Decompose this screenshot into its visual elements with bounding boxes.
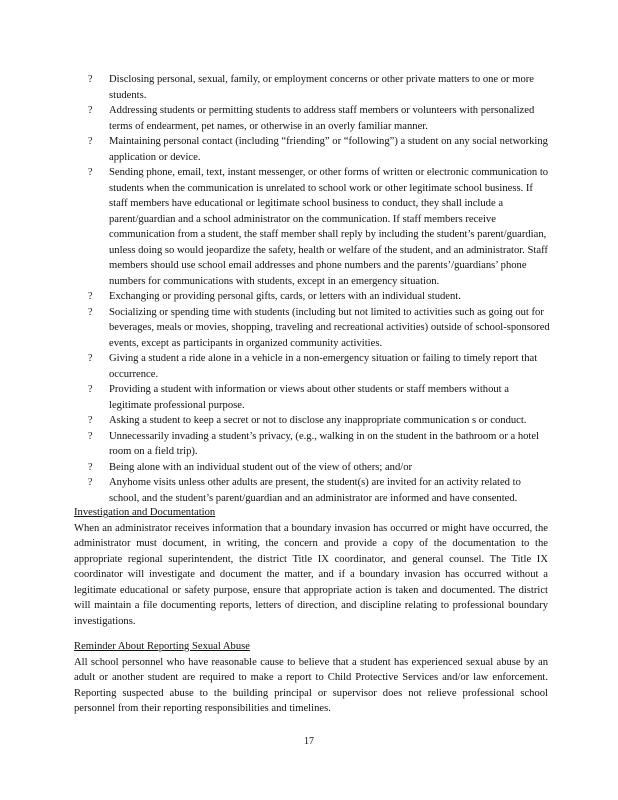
list-item [88, 351, 550, 382]
bullet-marker: ? [88, 461, 93, 473]
investigation-section [74, 505, 548, 629]
bullet-marker: ? [88, 353, 93, 364]
list-item-text: Disclosing personal, sexual, family, or employment concerns or other private matters to one or more students. [109, 74, 535, 101]
bullet-marker: ? [88, 306, 93, 318]
list-item [88, 103, 550, 134]
page-number: 17 [304, 736, 314, 747]
list-item-text: Maintaining personal contact (including “friending” or “following”) a student on any social networking application or device. [109, 136, 548, 163]
bullet-marker: ? [88, 167, 93, 178]
list-item-text: Unnecessarily invading a student’s privacy, (e.g., walking in on the student in the bathroom or a hotel room on a field trip). [109, 430, 540, 457]
list-item-text: Anyhome visits unless other adults are present, the student(s) are invited for an activity related to school, and the student’s parent/guardian and an administrator are informed and have consented. [109, 477, 521, 504]
list-item-text: Being alone with an individual student out of the view of others; and/or [109, 461, 413, 473]
list-item [88, 72, 550, 103]
list-item [88, 305, 550, 352]
bullet-marker: ? [88, 105, 93, 116]
reminder-section [74, 639, 548, 717]
list-item-text: Providing a student with information or views about other students or staff members without a legitimate professional purpose. [109, 384, 509, 411]
section-body: All school personnel who have reasonable cause to believe that a student has experienced sexual abuse by an adult or another student are required to make a report to Child Protective Services and/or law enforcement. Reporting suspected abuse to the building principal or supervisor does not relieve professional school personnel from their reporting responsibilities and timelines. [74, 656, 548, 714]
bullet-marker: ? [88, 430, 93, 442]
list-item [88, 165, 550, 289]
list-item-text: Giving a student a ride alone in a vehicle in a non-emergency situation or failing to timely report that occurrence. [109, 353, 538, 380]
list-item [88, 475, 550, 506]
list-item-text: Addressing students or permitting students to address staff members or volunteers with personalized terms of endearment, pet names, or otherwise in an overly familiar manner. [109, 105, 535, 132]
list-item-text: Socializing or spending time with students (including but not limited to activities such as going out for beverages, meals or movies, shopping, traveling and recreational activities) outside of school-sponsored events, except as participants in organized community activities. [109, 306, 550, 349]
section-body: When an administrator receives information that a boundary invasion has occurred or might have occurred, the administrator must document, in writing, the concern and provide a copy of the documentation to the appropriate regional superintendent, the district Title IX coordinator, and general counsel. The Title IX coordinator will investigate and document the matter, and if a boundary invasion has occurred without a legitimate educational or safety purpose, ensure that appropriate action is taken and documented. The district will maintain a file documenting reports, letters of direction, and discipline relating to professional boundary investigations. [74, 522, 548, 627]
bullet-marker: ? [88, 477, 93, 488]
section-heading: Reminder About Reporting Sexual Abuse [74, 641, 250, 652]
bullet-marker: ? [88, 415, 93, 426]
section-heading: Investigation and Documentation [74, 507, 216, 518]
bullet-marker: ? [88, 74, 93, 85]
bullet-marker: ? [88, 384, 93, 395]
bullet-marker: ? [88, 291, 93, 302]
list-item [88, 460, 550, 476]
list-item [88, 413, 550, 429]
list-item [88, 382, 550, 413]
list-item-text: Sending phone, email, text, instant messenger, or other forms of written or electronic communication to students when the communication is unrelated to school work or other legitimate school business. If staff members have educational or legitimate school business to conduct, they shall include a parent/guardian and a school administrator on the communication. If staff members receive communication from a student, the staff member shall reply by including the student’s parent/guardian, unless doing so would jeopardize the safety, health or welfare of the student, and an administrator. Staff members should use school email addresses and phone numbers and the parents’/guardians’ phone numbers for communications with students, except in an emergency situation. [109, 167, 549, 287]
list-item [88, 429, 550, 460]
boundary-invasion-list [88, 72, 550, 506]
list-item-text: Asking a student to keep a secret or not to disclose any inappropriate communication s or conduct. [109, 415, 527, 426]
bullet-marker: ? [88, 136, 93, 147]
list-item-text: Exchanging or providing personal gifts, cards, or letters with an individual student. [109, 291, 461, 302]
list-item [88, 289, 550, 305]
list-item [88, 134, 550, 165]
